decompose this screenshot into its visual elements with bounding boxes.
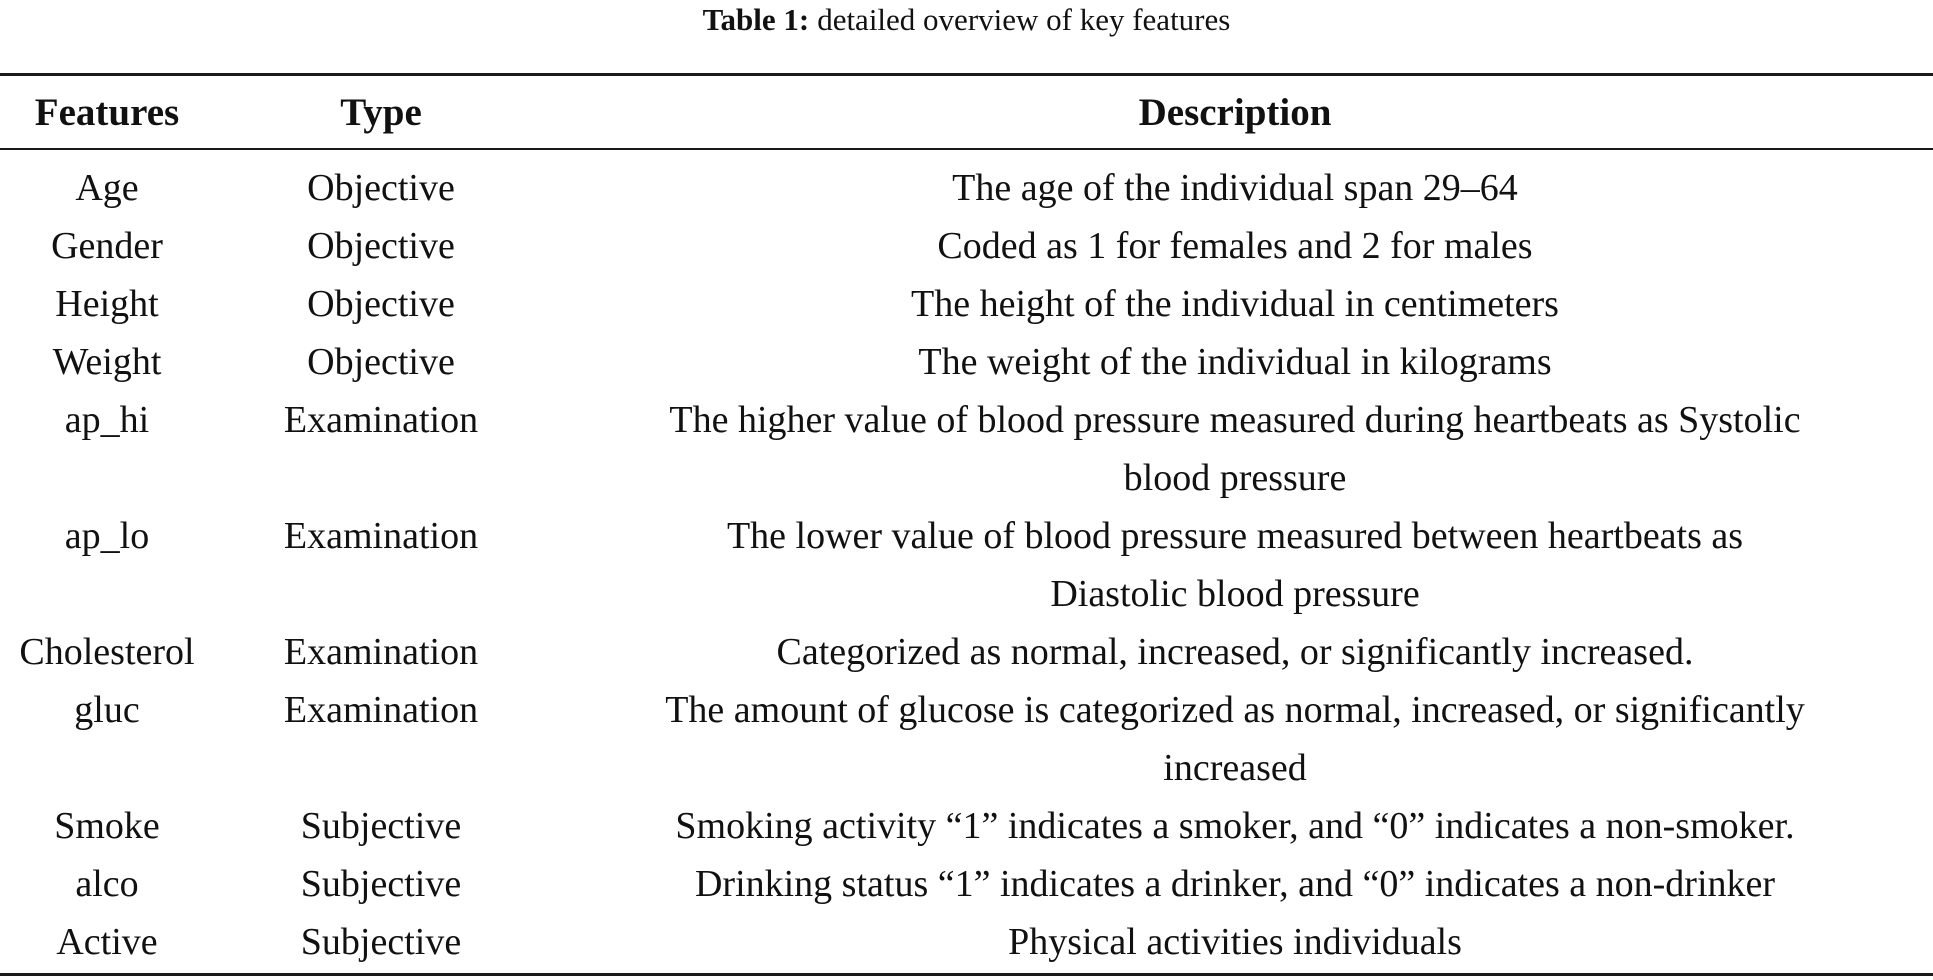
- header-features: Features: [34, 91, 180, 134]
- cell-type: Objective: [307, 167, 455, 209]
- cell-feature: ap_hi: [64, 399, 150, 441]
- top-rule: [0, 73, 1933, 76]
- description-line: Physical activities individuals: [1008, 921, 1462, 963]
- table-row: [0, 391, 1933, 507]
- cell-type: Examination: [283, 631, 479, 673]
- description-line: Drinking status “1” indicates a drinker, and “0” indicates a non-drinker: [694, 863, 1776, 905]
- cell-type: Examination: [283, 515, 479, 557]
- table-row: [0, 159, 1933, 217]
- cell-feature: Smoke: [54, 805, 160, 847]
- cell-feature: Age: [75, 167, 139, 209]
- table-row: [0, 681, 1933, 797]
- cell-feature: Height: [55, 283, 159, 325]
- cell-type: Objective: [307, 283, 455, 325]
- header-rule: [0, 148, 1933, 150]
- table-row: [0, 275, 1933, 333]
- table-caption: [0, 0, 1933, 40]
- description-line: The weight of the individual in kilograms: [918, 341, 1552, 383]
- cell-description: [537, 217, 1933, 275]
- cell-feature: alco: [75, 863, 139, 905]
- header-description: Description: [1138, 91, 1332, 134]
- cell-description: [537, 855, 1933, 913]
- description-line: Categorized as normal, increased, or significantly increased.: [776, 631, 1694, 673]
- cell-type: Examination: [283, 689, 479, 731]
- description-line: Diastolic blood pressure: [1050, 573, 1420, 615]
- cell-type: Subjective: [300, 863, 462, 905]
- table-row: [0, 623, 1933, 681]
- description-line: blood pressure: [1123, 457, 1347, 499]
- cell-type: Objective: [307, 341, 455, 383]
- description-line: The lower value of blood pressure measured between heartbeats as: [726, 515, 1744, 557]
- bottom-rule: [0, 973, 1933, 976]
- cell-description: [537, 275, 1933, 333]
- description-line: Coded as 1 for females and 2 for males: [937, 225, 1533, 267]
- cell-feature: Weight: [52, 341, 162, 383]
- table-row: [0, 797, 1933, 855]
- cell-type: Objective: [307, 225, 455, 267]
- header-type: Type: [340, 91, 422, 134]
- cell-description: [537, 391, 1933, 507]
- cell-description: [537, 681, 1933, 797]
- table-header-row: [0, 80, 1933, 146]
- description-line: The amount of glucose is categorized as normal, increased, or significantly: [665, 689, 1805, 731]
- table-row: [0, 333, 1933, 391]
- cell-description: [537, 623, 1933, 681]
- cell-type: Subjective: [300, 805, 462, 847]
- table-row: [0, 855, 1933, 913]
- cell-feature: Active: [56, 921, 158, 963]
- cell-description: [537, 159, 1933, 217]
- description-line: The height of the individual in centimeters: [911, 283, 1559, 325]
- cell-description: [537, 507, 1933, 623]
- description-line: Smoking activity “1” indicates a smoker, and “0” indicates a non-smoker.: [675, 805, 1795, 847]
- caption-label: Table 1:: [702, 2, 810, 37]
- description-line: The higher value of blood pressure measured during heartbeats as Systolic: [669, 399, 1801, 441]
- table-row: [0, 507, 1933, 623]
- cell-type: Subjective: [300, 921, 462, 963]
- table-row: [0, 913, 1933, 971]
- cell-feature: Gender: [51, 225, 163, 267]
- cell-description: [537, 333, 1933, 391]
- cell-feature: Cholesterol: [19, 631, 195, 673]
- cell-description: [537, 913, 1933, 971]
- table-row: [0, 217, 1933, 275]
- description-line: increased: [1163, 747, 1307, 789]
- cell-type: Examination: [283, 399, 479, 441]
- caption-text: detailed overview of key features: [817, 2, 1231, 37]
- cell-description: [537, 797, 1933, 855]
- cell-feature: gluc: [74, 689, 140, 731]
- description-line: The age of the individual span 29–64: [952, 167, 1518, 209]
- cell-feature: ap_lo: [64, 515, 150, 557]
